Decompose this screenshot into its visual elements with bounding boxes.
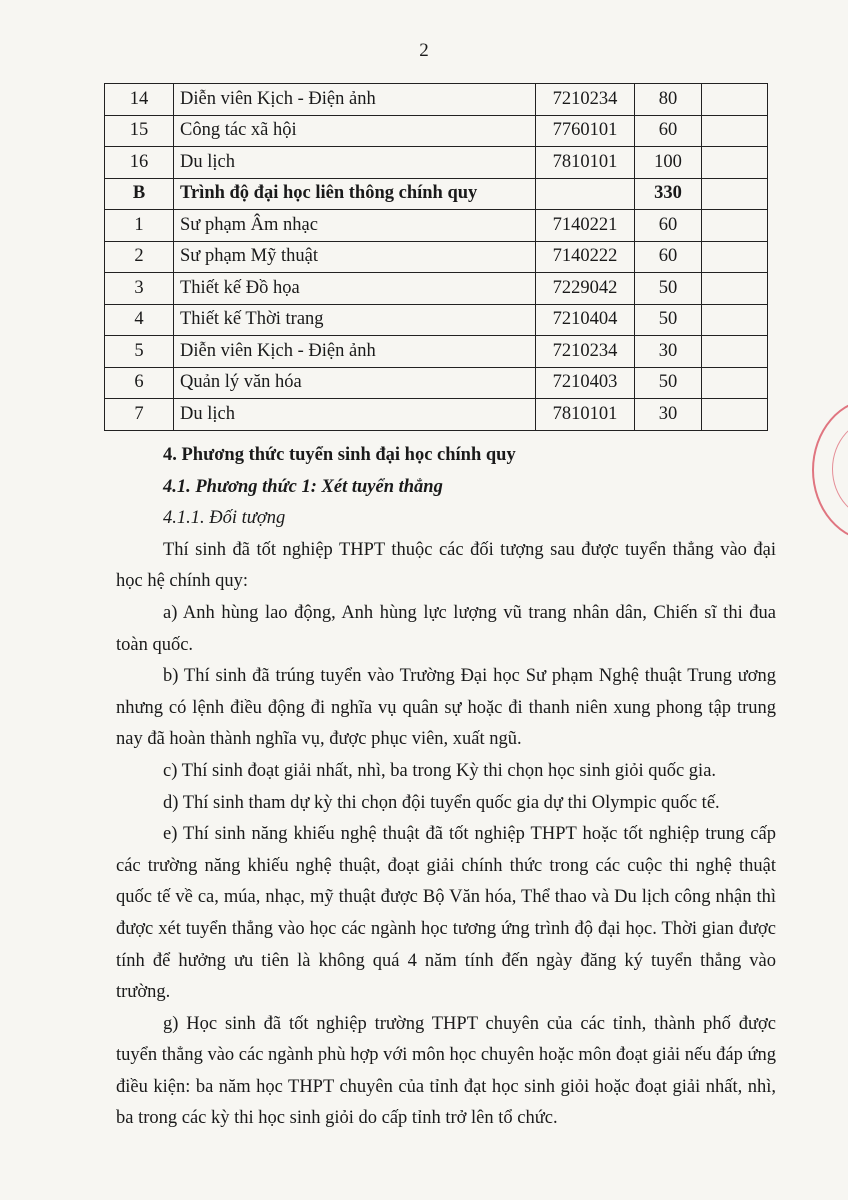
row-number-cell: B <box>105 178 174 210</box>
program-code-cell: 7210234 <box>536 336 635 368</box>
program-name-cell: Sư phạm Âm nhạc <box>174 210 536 242</box>
program-name-cell: Du lịch <box>174 399 536 431</box>
program-code-cell: 7140222 <box>536 241 635 273</box>
row-number-cell: 14 <box>105 84 174 116</box>
admissions-quota-table <box>104 83 768 431</box>
note-cell <box>702 367 768 399</box>
program-code-cell: 7810101 <box>536 147 635 179</box>
note-cell <box>702 210 768 242</box>
note-cell <box>702 304 768 336</box>
program-name-cell: Sư phạm Mỹ thuật <box>174 241 536 273</box>
quota-cell: 80 <box>635 84 702 116</box>
program-code-cell: 7810101 <box>536 399 635 431</box>
program-name-cell: Công tác xã hội <box>174 115 536 147</box>
table-row <box>105 178 768 210</box>
table-row <box>105 273 768 305</box>
program-name-cell: Thiết kế Đồ họa <box>174 273 536 305</box>
quota-cell: 60 <box>635 115 702 147</box>
quota-cell: 30 <box>635 336 702 368</box>
paragraph-intro: Thí sinh đã tốt nghiệp THPT thuộc các đối tượng sau được tuyển thẳng vào đại học hệ chính quy: <box>116 539 776 592</box>
quota-cell: 50 <box>635 304 702 336</box>
quota-cell: 50 <box>635 273 702 305</box>
program-code-cell: 7210403 <box>536 367 635 399</box>
table-row <box>105 84 768 116</box>
section-heading: 4. Phương thức tuyển sinh đại học chính quy <box>163 445 516 465</box>
note-cell <box>702 336 768 368</box>
table-row <box>105 115 768 147</box>
program-code-cell: 7760101 <box>536 115 635 147</box>
quota-cell: 330 <box>635 178 702 210</box>
quota-cell: 60 <box>635 241 702 273</box>
table-row <box>105 336 768 368</box>
program-name-cell: Thiết kế Thời trang <box>174 304 536 336</box>
table-row <box>105 367 768 399</box>
row-number-cell: 16 <box>105 147 174 179</box>
program-code-cell <box>536 178 635 210</box>
paragraph-a: a) Anh hùng lao động, Anh hùng lực lượng vũ trang nhân dân, Chiến sĩ thi đua toàn quốc. <box>116 602 776 655</box>
table-row <box>105 399 768 431</box>
admission-methods-section <box>116 440 776 1135</box>
note-cell <box>702 115 768 147</box>
program-name-cell: Diễn viên Kịch - Điện ảnh <box>174 336 536 368</box>
row-number-cell: 1 <box>105 210 174 242</box>
row-number-cell: 5 <box>105 336 174 368</box>
paragraph-e: e) Thí sinh năng khiếu nghệ thuật đã tốt nghiệp THPT hoặc tốt nghiệp trung cấp các trường năng khiếu nghệ thuật, đoạt giải chính thức trong các cuộc thi nghệ thuật quốc tế về ca, múa, nhạc, mỹ thuật được Bộ Văn hóa, Thể thao và Du lịch công nhận thì được xét tuyển thẳng vào học các ngành học tương ứng trình độ đại học. Thời gian được tính để hưởng ưu tiên là không quá 4 năm tính đến ngày đăng ký tuyển thẳng vào trường. <box>116 824 776 1003</box>
program-code-cell: 7210404 <box>536 304 635 336</box>
program-name-cell: Quản lý văn hóa <box>174 367 536 399</box>
note-cell <box>702 84 768 116</box>
note-cell <box>702 273 768 305</box>
program-name-cell: Trình độ đại học liên thông chính quy <box>174 178 536 210</box>
subsection-heading: 4.1. Phương thức 1: Xét tuyển thẳng <box>163 476 443 497</box>
paragraph-g: g) Học sinh đã tốt nghiệp trường THPT chuyên của các tỉnh, thành phố được tuyển thẳng vào các ngành phù hợp với môn học chuyên hoặc môn đoạt giải nếu đáp ứng điều kiện: ba năm học THPT chuyên của tỉnh đạt học sinh giỏi hoặc đoạt giải nhất, nhì, ba trong các kỳ thi học sinh giỏi do cấp tỉnh trở lên tổ chức. <box>116 1013 776 1129</box>
sub-subsection-heading: 4.1.1. Đối tượng <box>163 508 286 529</box>
paragraph-c: c) Thí sinh đoạt giải nhất, nhì, ba trong Kỳ thi chọn học sinh giỏi quốc gia. <box>163 760 717 781</box>
row-number-cell: 3 <box>105 273 174 305</box>
table-row <box>105 304 768 336</box>
table-row <box>105 210 768 242</box>
quota-cell: 100 <box>635 147 702 179</box>
quota-cell: 50 <box>635 367 702 399</box>
note-cell <box>702 147 768 179</box>
program-name-cell: Du lịch <box>174 147 536 179</box>
row-number-cell: 2 <box>105 241 174 273</box>
note-cell <box>702 178 768 210</box>
quota-cell: 60 <box>635 210 702 242</box>
quota-cell: 30 <box>635 399 702 431</box>
note-cell <box>702 241 768 273</box>
table-row <box>105 241 768 273</box>
row-number-cell: 4 <box>105 304 174 336</box>
row-number-cell: 15 <box>105 115 174 147</box>
table-row <box>105 147 768 179</box>
paragraph-b: b) Thí sinh đã trúng tuyển vào Trường Đại học Sư phạm Nghệ thuật Trung ương nhưng có lệnh điều động đi nghĩa vụ quân sự hoặc đi thanh niên xung phong tập trung nay đã hoàn thành nghĩa vụ, được phục viên, xuất ngũ. <box>116 666 776 750</box>
paragraph-d: d) Thí sinh tham dự kỳ thi chọn đội tuyển quốc gia dự thi Olympic quốc tế. <box>163 792 720 813</box>
note-cell <box>702 399 768 431</box>
program-code-cell: 7229042 <box>536 273 635 305</box>
row-number-cell: 6 <box>105 367 174 399</box>
row-number-cell: 7 <box>105 399 174 431</box>
program-code-cell: 7140221 <box>536 210 635 242</box>
program-name-cell: Diễn viên Kịch - Điện ảnh <box>174 84 536 116</box>
program-code-cell: 7210234 <box>536 84 635 116</box>
page-number: 2 <box>419 40 429 61</box>
